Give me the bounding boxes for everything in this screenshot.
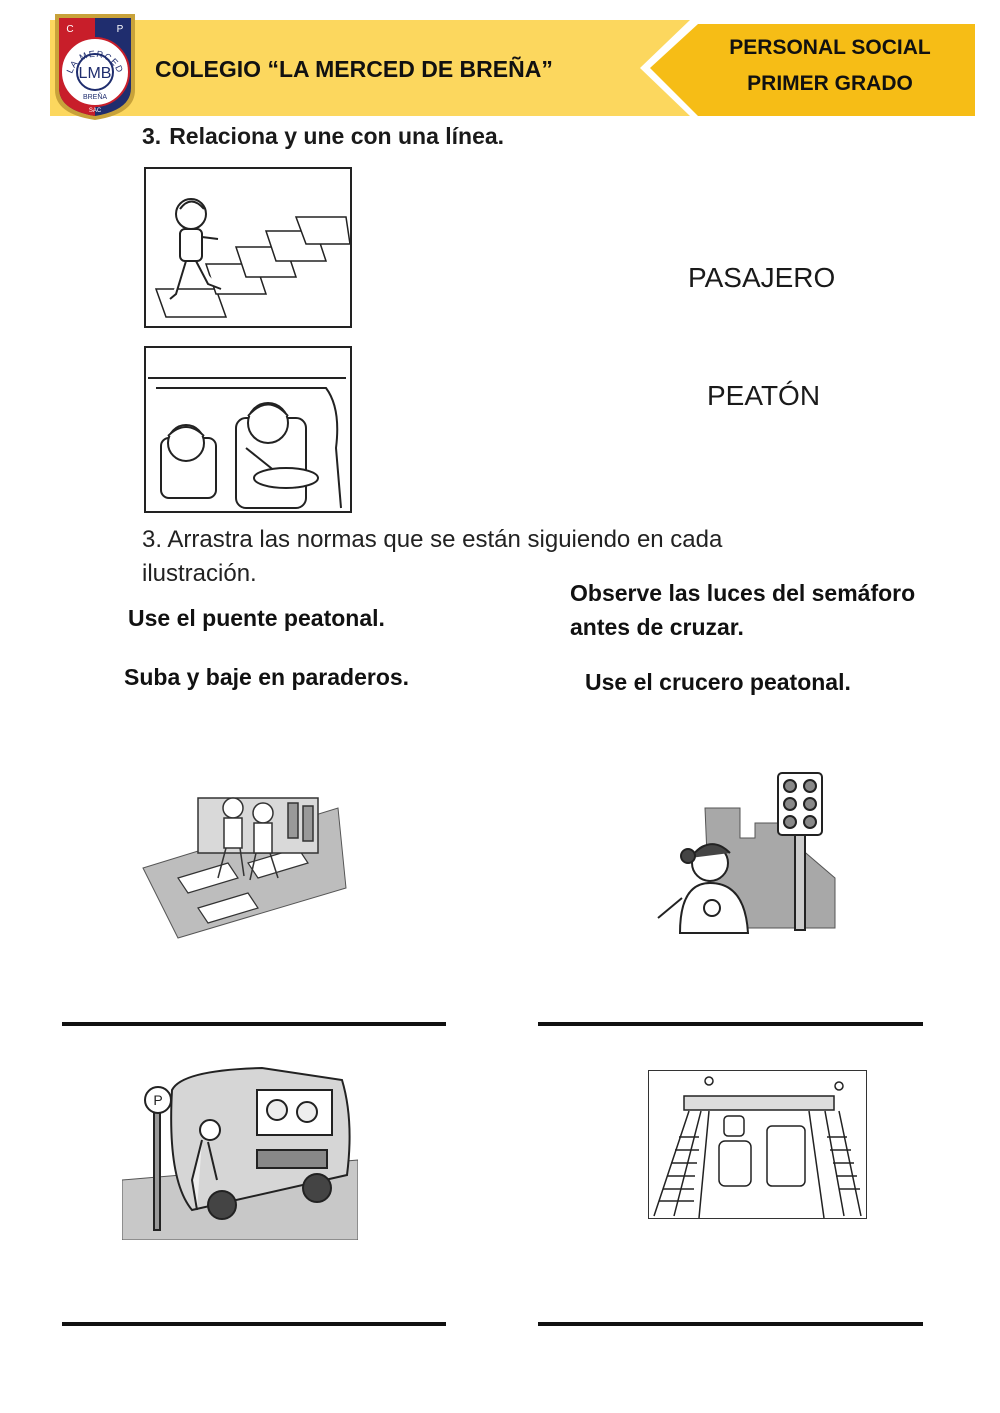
crest-initials: LMB	[78, 65, 112, 82]
school-title: COLEGIO “LA MERCED DE BREÑA”	[155, 56, 553, 82]
crest-arc-text: LA MERCED	[64, 48, 126, 75]
crest-letter-left: C	[66, 24, 74, 35]
school-crest-logo	[50, 10, 140, 122]
answer-line-2[interactable]	[538, 1022, 923, 1026]
header-tab	[640, 20, 975, 116]
exercise2-instruction: 3. Arrastra las normas que se están siguiendo en cada ilustración.	[142, 526, 723, 587]
match-word-pasajero[interactable]: PASAJERO	[688, 262, 836, 293]
bus-stop-icon	[122, 1060, 358, 1240]
subject-label: PERSONAL SOCIAL	[729, 36, 931, 59]
crest-sac: SAC	[88, 108, 102, 114]
answer-line-4[interactable]	[538, 1322, 923, 1326]
exercise1-instruction: Relaciona y une con una línea.	[169, 123, 505, 149]
norm-puente-peatonal[interactable]: Use el puente peatonal.	[128, 605, 385, 631]
bus-stop-sign-letter: P	[153, 1092, 163, 1108]
norm-crucero-peatonal[interactable]: Use el crucero peatonal.	[585, 669, 851, 695]
grade-label: PRIMER GRADO	[747, 72, 913, 95]
pedestrian-bridge-icon	[649, 1071, 866, 1218]
traffic-light-girl-icon	[650, 768, 840, 936]
pedestrian-bridge-frame	[648, 1070, 867, 1219]
car-passengers-icon	[146, 348, 350, 511]
pedestrian-crossing-icon	[146, 169, 350, 326]
answer-line-3[interactable]	[62, 1322, 446, 1326]
norm-paraderos[interactable]: Suba y baje en paraderos.	[124, 664, 410, 690]
norm-semaforo[interactable]: Observe las luces del semáforo antes de cruzar.	[570, 580, 916, 640]
crest-letter-right: P	[116, 24, 124, 35]
children-crossing-icon	[138, 768, 348, 940]
exercise1-number: 3.	[142, 123, 162, 149]
match-word-peaton[interactable]: PEATÓN	[707, 380, 821, 411]
match-image-pedestrian[interactable]	[144, 167, 352, 328]
crest-bottom-text: BREÑA	[82, 94, 108, 101]
answer-line-1[interactable]	[62, 1022, 446, 1026]
match-image-passenger[interactable]	[144, 346, 352, 513]
exercise1-title	[142, 123, 504, 150]
